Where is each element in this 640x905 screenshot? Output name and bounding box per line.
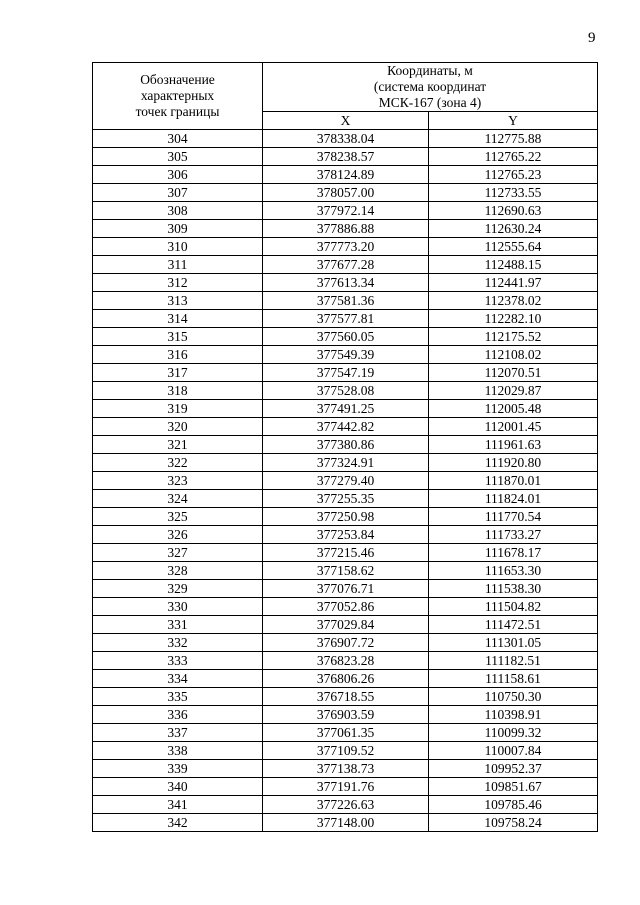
y-coordinate-cell: 112765.22 bbox=[429, 148, 598, 166]
x-coordinate-cell: 377226.63 bbox=[263, 796, 429, 814]
point-number-cell: 310 bbox=[93, 238, 263, 256]
y-coordinate-cell: 109758.24 bbox=[429, 814, 598, 832]
y-coordinate-cell: 111920.80 bbox=[429, 454, 598, 472]
table-row bbox=[93, 238, 598, 256]
y-coordinate-cell: 111678.17 bbox=[429, 544, 598, 562]
x-coordinate-cell: 377380.86 bbox=[263, 436, 429, 454]
table-row bbox=[93, 202, 598, 220]
x-coordinate-cell: 378338.04 bbox=[263, 130, 429, 148]
header-coordinates bbox=[263, 63, 598, 112]
table-row bbox=[93, 148, 598, 166]
y-coordinate-cell: 111182.51 bbox=[429, 652, 598, 670]
table-row bbox=[93, 184, 598, 202]
x-coordinate-cell: 376903.59 bbox=[263, 706, 429, 724]
table-row bbox=[93, 652, 598, 670]
point-number-cell: 338 bbox=[93, 742, 263, 760]
y-coordinate-cell: 110750.30 bbox=[429, 688, 598, 706]
x-coordinate-cell: 377324.91 bbox=[263, 454, 429, 472]
table-row bbox=[93, 508, 598, 526]
x-coordinate-cell: 377148.00 bbox=[263, 814, 429, 832]
table-row bbox=[93, 346, 598, 364]
point-number-cell: 328 bbox=[93, 562, 263, 580]
header-coords-line: Координаты, м bbox=[387, 63, 473, 78]
x-coordinate-cell: 377191.76 bbox=[263, 778, 429, 796]
x-coordinate-cell: 377215.46 bbox=[263, 544, 429, 562]
point-number-cell: 312 bbox=[93, 274, 263, 292]
point-number-cell: 329 bbox=[93, 580, 263, 598]
point-number-cell: 327 bbox=[93, 544, 263, 562]
point-number-cell: 334 bbox=[93, 670, 263, 688]
table-row bbox=[93, 382, 598, 400]
x-coordinate-cell: 376718.55 bbox=[263, 688, 429, 706]
table-row bbox=[93, 598, 598, 616]
table-row bbox=[93, 526, 598, 544]
header-coords-line: МСК-167 (зона 4) bbox=[378, 95, 482, 110]
x-coordinate-cell: 377255.35 bbox=[263, 490, 429, 508]
x-coordinate-cell: 377250.98 bbox=[263, 508, 429, 526]
point-number-cell: 324 bbox=[93, 490, 263, 508]
y-coordinate-cell: 111538.30 bbox=[429, 580, 598, 598]
point-number-cell: 331 bbox=[93, 616, 263, 634]
header-y: Y bbox=[429, 112, 598, 130]
x-coordinate-cell: 377613.34 bbox=[263, 274, 429, 292]
table-row bbox=[93, 814, 598, 832]
y-coordinate-cell: 112108.02 bbox=[429, 346, 598, 364]
table-row bbox=[93, 616, 598, 634]
y-coordinate-cell: 109952.37 bbox=[429, 760, 598, 778]
table-row bbox=[93, 310, 598, 328]
y-coordinate-cell: 112775.88 bbox=[429, 130, 598, 148]
table-row bbox=[93, 454, 598, 472]
point-number-cell: 320 bbox=[93, 418, 263, 436]
point-number-cell: 311 bbox=[93, 256, 263, 274]
table-row bbox=[93, 634, 598, 652]
y-coordinate-cell: 111870.01 bbox=[429, 472, 598, 490]
point-number-cell: 317 bbox=[93, 364, 263, 382]
x-coordinate-cell: 377577.81 bbox=[263, 310, 429, 328]
point-number-cell: 340 bbox=[93, 778, 263, 796]
x-coordinate-cell: 378124.89 bbox=[263, 166, 429, 184]
y-coordinate-cell: 112555.64 bbox=[429, 238, 598, 256]
point-number-cell: 318 bbox=[93, 382, 263, 400]
y-coordinate-cell: 112630.24 bbox=[429, 220, 598, 238]
y-coordinate-cell: 111733.27 bbox=[429, 526, 598, 544]
point-number-cell: 325 bbox=[93, 508, 263, 526]
point-number-cell: 323 bbox=[93, 472, 263, 490]
x-coordinate-cell: 377076.71 bbox=[263, 580, 429, 598]
y-coordinate-cell: 112378.02 bbox=[429, 292, 598, 310]
table-row bbox=[93, 130, 598, 148]
table-row bbox=[93, 436, 598, 454]
y-coordinate-cell: 110007.84 bbox=[429, 742, 598, 760]
point-number-cell: 305 bbox=[93, 148, 263, 166]
x-coordinate-cell: 377560.05 bbox=[263, 328, 429, 346]
table-row bbox=[93, 166, 598, 184]
y-coordinate-cell: 110099.32 bbox=[429, 724, 598, 742]
table-row bbox=[93, 688, 598, 706]
table-row bbox=[93, 256, 598, 274]
x-coordinate-cell: 377581.36 bbox=[263, 292, 429, 310]
x-coordinate-cell: 377158.62 bbox=[263, 562, 429, 580]
header-point-line: Обозначение bbox=[140, 72, 215, 87]
table-row bbox=[93, 796, 598, 814]
x-coordinate-cell: 377773.20 bbox=[263, 238, 429, 256]
y-coordinate-cell: 112282.10 bbox=[429, 310, 598, 328]
point-number-cell: 339 bbox=[93, 760, 263, 778]
x-coordinate-cell: 377972.14 bbox=[263, 202, 429, 220]
x-coordinate-cell: 377677.28 bbox=[263, 256, 429, 274]
point-number-cell: 330 bbox=[93, 598, 263, 616]
table-row bbox=[93, 364, 598, 382]
table-row bbox=[93, 328, 598, 346]
table-row bbox=[93, 544, 598, 562]
header-coords-line: (система координат bbox=[373, 79, 487, 94]
y-coordinate-cell: 112029.87 bbox=[429, 382, 598, 400]
point-number-cell: 306 bbox=[93, 166, 263, 184]
point-number-cell: 304 bbox=[93, 130, 263, 148]
table-row bbox=[93, 670, 598, 688]
x-coordinate-cell: 378238.57 bbox=[263, 148, 429, 166]
table-row bbox=[93, 706, 598, 724]
x-coordinate-cell: 377491.25 bbox=[263, 400, 429, 418]
y-coordinate-cell: 112001.45 bbox=[429, 418, 598, 436]
x-coordinate-cell: 377138.73 bbox=[263, 760, 429, 778]
table-row bbox=[93, 472, 598, 490]
x-coordinate-cell: 377253.84 bbox=[263, 526, 429, 544]
header-point-designation bbox=[93, 63, 263, 130]
y-coordinate-cell: 111158.61 bbox=[429, 670, 598, 688]
y-coordinate-cell: 109785.46 bbox=[429, 796, 598, 814]
y-coordinate-cell: 111472.51 bbox=[429, 616, 598, 634]
table-row bbox=[93, 742, 598, 760]
point-number-cell: 342 bbox=[93, 814, 263, 832]
y-coordinate-cell: 112175.52 bbox=[429, 328, 598, 346]
y-coordinate-cell: 111301.05 bbox=[429, 634, 598, 652]
point-number-cell: 326 bbox=[93, 526, 263, 544]
y-coordinate-cell: 111824.01 bbox=[429, 490, 598, 508]
y-coordinate-cell: 111653.30 bbox=[429, 562, 598, 580]
y-coordinate-cell: 112765.23 bbox=[429, 166, 598, 184]
table-row bbox=[93, 418, 598, 436]
point-number-cell: 319 bbox=[93, 400, 263, 418]
x-coordinate-cell: 376806.26 bbox=[263, 670, 429, 688]
table-row bbox=[93, 724, 598, 742]
y-coordinate-cell: 111961.63 bbox=[429, 436, 598, 454]
x-coordinate-cell: 377886.88 bbox=[263, 220, 429, 238]
point-number-cell: 336 bbox=[93, 706, 263, 724]
y-coordinate-cell: 112733.55 bbox=[429, 184, 598, 202]
header-row-main bbox=[93, 63, 598, 112]
y-coordinate-cell: 112488.15 bbox=[429, 256, 598, 274]
x-coordinate-cell: 377279.40 bbox=[263, 472, 429, 490]
x-coordinate-cell: 378057.00 bbox=[263, 184, 429, 202]
x-coordinate-cell: 376823.28 bbox=[263, 652, 429, 670]
point-number-cell: 308 bbox=[93, 202, 263, 220]
y-coordinate-cell: 112005.48 bbox=[429, 400, 598, 418]
table-body bbox=[93, 130, 598, 832]
point-number-cell: 335 bbox=[93, 688, 263, 706]
table-row bbox=[93, 274, 598, 292]
y-coordinate-cell: 109851.67 bbox=[429, 778, 598, 796]
y-coordinate-cell: 112690.63 bbox=[429, 202, 598, 220]
table-row bbox=[93, 580, 598, 598]
header-point-line: характерных bbox=[140, 88, 215, 103]
x-coordinate-cell: 377052.86 bbox=[263, 598, 429, 616]
x-coordinate-cell: 377109.52 bbox=[263, 742, 429, 760]
y-coordinate-cell: 112070.51 bbox=[429, 364, 598, 382]
x-coordinate-cell: 377029.84 bbox=[263, 616, 429, 634]
table-row bbox=[93, 292, 598, 310]
table-row bbox=[93, 220, 598, 238]
x-coordinate-cell: 377528.08 bbox=[263, 382, 429, 400]
point-number-cell: 341 bbox=[93, 796, 263, 814]
table-row bbox=[93, 490, 598, 508]
point-number-cell: 321 bbox=[93, 436, 263, 454]
point-number-cell: 316 bbox=[93, 346, 263, 364]
x-coordinate-cell: 376907.72 bbox=[263, 634, 429, 652]
point-number-cell: 322 bbox=[93, 454, 263, 472]
table-header bbox=[93, 63, 598, 130]
y-coordinate-cell: 112441.97 bbox=[429, 274, 598, 292]
y-coordinate-cell: 110398.91 bbox=[429, 706, 598, 724]
point-number-cell: 314 bbox=[93, 310, 263, 328]
point-number-cell: 313 bbox=[93, 292, 263, 310]
point-number-cell: 309 bbox=[93, 220, 263, 238]
y-coordinate-cell: 111770.54 bbox=[429, 508, 598, 526]
point-number-cell: 307 bbox=[93, 184, 263, 202]
x-coordinate-cell: 377061.35 bbox=[263, 724, 429, 742]
point-number-cell: 332 bbox=[93, 634, 263, 652]
table-row bbox=[93, 400, 598, 418]
boundary-points-table bbox=[92, 62, 598, 832]
header-x: X bbox=[263, 112, 429, 130]
table-row bbox=[93, 562, 598, 580]
x-coordinate-cell: 377549.39 bbox=[263, 346, 429, 364]
y-coordinate-cell: 111504.82 bbox=[429, 598, 598, 616]
table-row bbox=[93, 760, 598, 778]
header-point-line: точек границы bbox=[135, 104, 220, 119]
x-coordinate-cell: 377442.82 bbox=[263, 418, 429, 436]
table-row bbox=[93, 778, 598, 796]
point-number-cell: 315 bbox=[93, 328, 263, 346]
point-number-cell: 333 bbox=[93, 652, 263, 670]
x-coordinate-cell: 377547.19 bbox=[263, 364, 429, 382]
page-number: 9 bbox=[588, 30, 596, 46]
point-number-cell: 337 bbox=[93, 724, 263, 742]
